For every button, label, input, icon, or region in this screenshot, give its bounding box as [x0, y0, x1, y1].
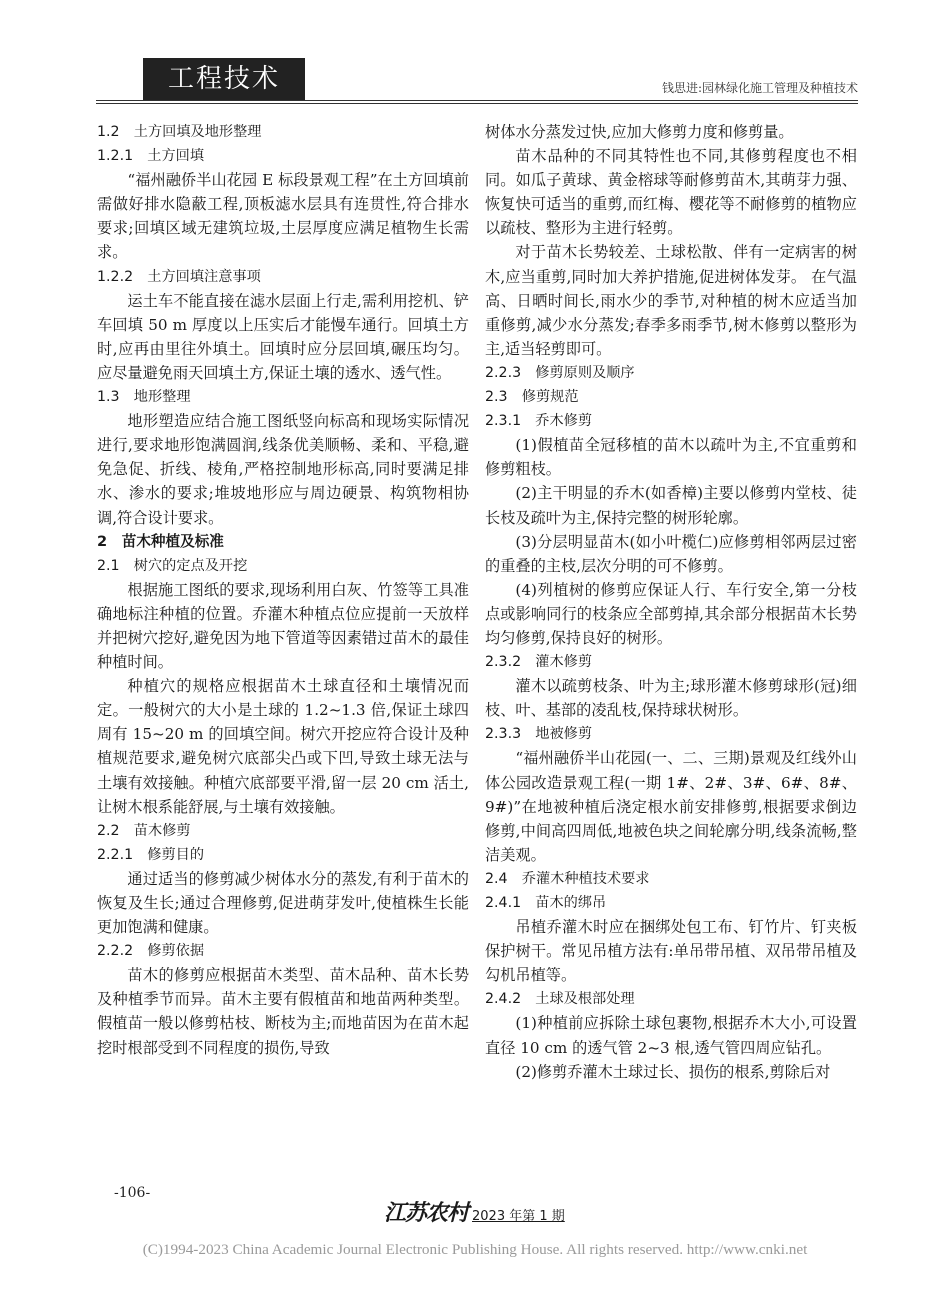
section-heading: 2.2 苗木修剪 [97, 822, 191, 839]
section-heading: 2.4.2 土球及根部处理 [485, 991, 635, 1008]
body-paragraph: 地形塑造应结合施工图纸竖向标高和现场实际情况进行,要求地形饱满圆润,线条优美顺畅、柔和、平稳,避免急促、折线、棱角,严格控制地形标高,同时要满足排水、渗水的要求;堆坡地形应与周边硬景、构筑物相协调,符合设计要求。 [97, 412, 469, 527]
body-paragraph: (2)修剪乔灌木土球过长、损伤的根系,剪除后对 [515, 1062, 831, 1081]
section-heading: 1.2.2 土方回填注意事项 [97, 268, 261, 285]
right-column [485, 120, 857, 1084]
body-paragraph: 对于苗木长势较差、土球松散、伴有一定病害的树木,应当重剪,同时加大养护措施,促进树体发芽。 在气温高、日晒时间长,雨水少的季节,对种植的树木应适当加重修剪,减少水分蒸发;春季多雨季节,树木修剪以整形为主,适当轻剪即可。 [485, 243, 857, 358]
body-paragraph: 树体水分蒸发过快,应加大修剪力度和修剪量。 [485, 123, 794, 141]
section-heading: 1.2.1 土方回填 [97, 148, 205, 165]
body-paragraph: 运土车不能直接在滤水层面上行走,需利用挖机、铲车回填 50 m 厚度以上压实后才能慢车通行。回填土方时,应再由里往外填土。回填时应分层回填,碾压均匀。应尽量避免雨天回填土方,保证土壤的透水、透气性。 [97, 291, 469, 382]
copyright-notice: (C)1994-2023 China Academic Journal Electronic Publishing House. All rights reserved. http://www.cnki.net [142, 1241, 808, 1258]
section-heading: 2.3.3 地被修剪 [485, 726, 593, 743]
section-heading: 1.3 地形整理 [97, 389, 191, 406]
body-paragraph: (4)列植树的修剪应保证人行、车行安全,第一分枝点或影响同行的枝条应全部剪掉,其余部分根据苗木长势均匀修剪,保持良好的树形。 [485, 580, 857, 647]
body-paragraph: 种植穴的规格应根据苗木土球直径和土壤情况而定。一般树穴的大小是土球的 1.2~1.3 倍,保证土球四周有 15~20 m 的回填空间。树穴开挖应符合设计及种植规范要求,避免树穴底部尖凸或下凹,导致土球无法与土壤有效接触。种植穴底部要平滑,留一层 20 cm 活土,让树木根系能舒展,与土壤有效接触。 [97, 677, 469, 816]
header-rule [96, 103, 858, 104]
body-paragraph: (1)种植前应拆除土球包裹物,根据乔木大小,可设置直径 10 cm 的透气管 2~3 根,透气管四周应钻孔。 [485, 1014, 857, 1057]
section-heading: 2.4 乔灌木种植技术要求 [485, 870, 650, 887]
section-heading: 2 苗木种植及标准 [97, 532, 224, 550]
section-heading: 2.3.1 乔木修剪 [485, 413, 593, 430]
body-paragraph: (3)分层明显苗木(如小叶榄仁)应修剪相邻两层过密的重叠的主枝,层次分明的可不修剪。 [485, 532, 857, 575]
journal-logo: 江苏农村 [384, 1200, 469, 1226]
body-paragraph: “福州融侨半山花园(一、二、三期)景观及红线外山体公园改造景观工程(一期 1#、2#、3#、6#、8#、9#)”在地被种植后浇定根水前安排修剪,根据要求倒边修剪,中间高四周低,地被色块之间轮廓分明,线条流畅,整洁美观。 [485, 749, 857, 864]
section-heading: 2.2.2 修剪依据 [97, 943, 205, 960]
section-heading: 2.2.3 修剪原则及顺序 [485, 364, 635, 381]
section-heading: 2.3.2 灌木修剪 [485, 654, 593, 671]
body-paragraph: (1)假植苗全冠移植的苗木以疏叶为主,不宜重剪和修剪粗枝。 [485, 436, 857, 479]
body-paragraph: 苗木品种的不同其特性也不同,其修剪程度也不相同。如瓜子黄球、黄金榕球等耐修剪苗木,其萌芽力强、恢复快可适当的重剪,而红梅、樱花等不耐修剪的植物应以疏枝、整形为主进行轻剪。 [485, 147, 857, 238]
journal-issue: 2023 年第 1 期 [472, 1209, 565, 1224]
header-rule [96, 100, 858, 101]
section-heading: 1.2 土方回填及地形整理 [97, 124, 262, 140]
running-head: 钱思进:园林绿化施工管理及种植技术 [661, 81, 858, 95]
body-paragraph: 吊植乔灌木时应在捆绑处包工布、钉竹片、钉夹板保护树干。常见吊植方法有:单吊带吊植、双吊带吊植及勾机吊植等。 [485, 918, 857, 985]
body-paragraph: 灌木以疏剪枝条、叶为主;球形灌木修剪球形(冠)细枝、叶、基部的凌乱枝,保持球状树形。 [485, 677, 857, 720]
section-heading: 2.4.1 苗木的绑吊 [485, 895, 607, 911]
page-number: -106- [114, 1185, 151, 1201]
journal-footer [384, 1196, 565, 1227]
section-heading: 2.2.1 修剪目的 [97, 846, 205, 863]
body-paragraph: 根据施工图纸的要求,现场利用白灰、竹签等工具准确地标注种植的位置。乔灌木种植点位应提前一天放样并把树穴挖好,避免因为地下管道等因素错过苗木的最佳种植时间。 [97, 580, 469, 672]
left-column [97, 120, 469, 1060]
body-paragraph: 苗木的修剪应根据苗木类型、苗木品种、苗木长势及种植季节而异。苗木主要有假植苗和地苗两种类型。假植苗一般以修剪枯枝、断枝为主;而地苗因为在苗木起挖时根部受到不同程度的损伤,导致 [97, 966, 469, 1057]
body-paragraph: “福州融侨半山花园 E 标段景观工程”在土方回填前需做好排水隐蔽工程,顶板滤水层具有连贯性,符合排水要求;回填区域无建筑垃圾,土层厚度应满足植物生长需求。 [97, 171, 469, 262]
section-heading: 2.1 树穴的定点及开挖 [97, 557, 248, 574]
body-paragraph: (2)主干明显的乔木(如香樟)主要以修剪内堂枝、徒长枝及疏叶为主,保持完整的树形轮廓。 [485, 484, 857, 527]
section-heading: 2.3 修剪规范 [485, 389, 579, 406]
body-paragraph: 通过适当的修剪减少树体水分的蒸发,有利于苗木的恢复及生长;通过合理修剪,促进萌芽发叶,使植株生长能更加饱满和健康。 [97, 869, 469, 937]
section-tab: 工程技术 [143, 58, 305, 100]
